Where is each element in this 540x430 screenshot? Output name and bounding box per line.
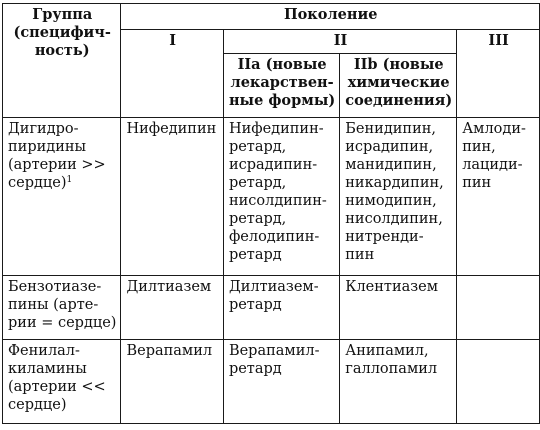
cell-group: Фенилал- киламины (артерии << сердце) [3,340,121,424]
calcium-antagonists-table [2,3,540,424]
cell-group-text: Дигидро- пиридины (артерии >> сердце) [8,121,106,191]
cell-gen2a: Нифедипин- ретард, исрадипин- ретард, нисолдипин- ретард, фелодипин- ретард [223,118,339,276]
cell-gen3 [457,276,540,340]
cell-gen1: Нифедипин [121,118,223,276]
header-gen-2: II [223,30,456,54]
header-group: Группа (специфич- ность) [3,4,121,118]
table-row-benzothiazepines [3,276,540,340]
cell-gen2b: Клентиазем [340,276,457,340]
cell-gen2a: Дилтиазем- ретард [223,276,339,340]
cell-gen1: Верапамил [121,340,223,424]
header-gen-2b: IIb (новые химические соединения) [340,54,457,118]
header-gen-3: III [457,30,540,118]
cell-gen2a: Верапамил- ретард [223,340,339,424]
cell-group: Бензотиазе- пины (арте- рии = сердце) [3,276,121,340]
cell-gen2b: Бенидипин, исрадипин, манидипин, никардипин, нимодипин, нисолдипин, нитренди- пин [340,118,457,276]
cell-group [3,118,121,276]
footnote-marker: 1 [66,175,73,185]
header-gen-1: I [121,30,223,118]
cell-gen3 [457,340,540,424]
table-row-dihydropyridines [3,118,540,276]
table-row-phenylalkylamines [3,340,540,424]
header-generation: Поколение [121,4,540,30]
header-gen-2a: IIа (новые лекарствен- ные формы) [223,54,339,118]
cell-gen2b: Анипамил, галлопамил [340,340,457,424]
cell-gen3: Амлоди- пин, лациди- пин [457,118,540,276]
cell-gen1: Дилтиазем [121,276,223,340]
